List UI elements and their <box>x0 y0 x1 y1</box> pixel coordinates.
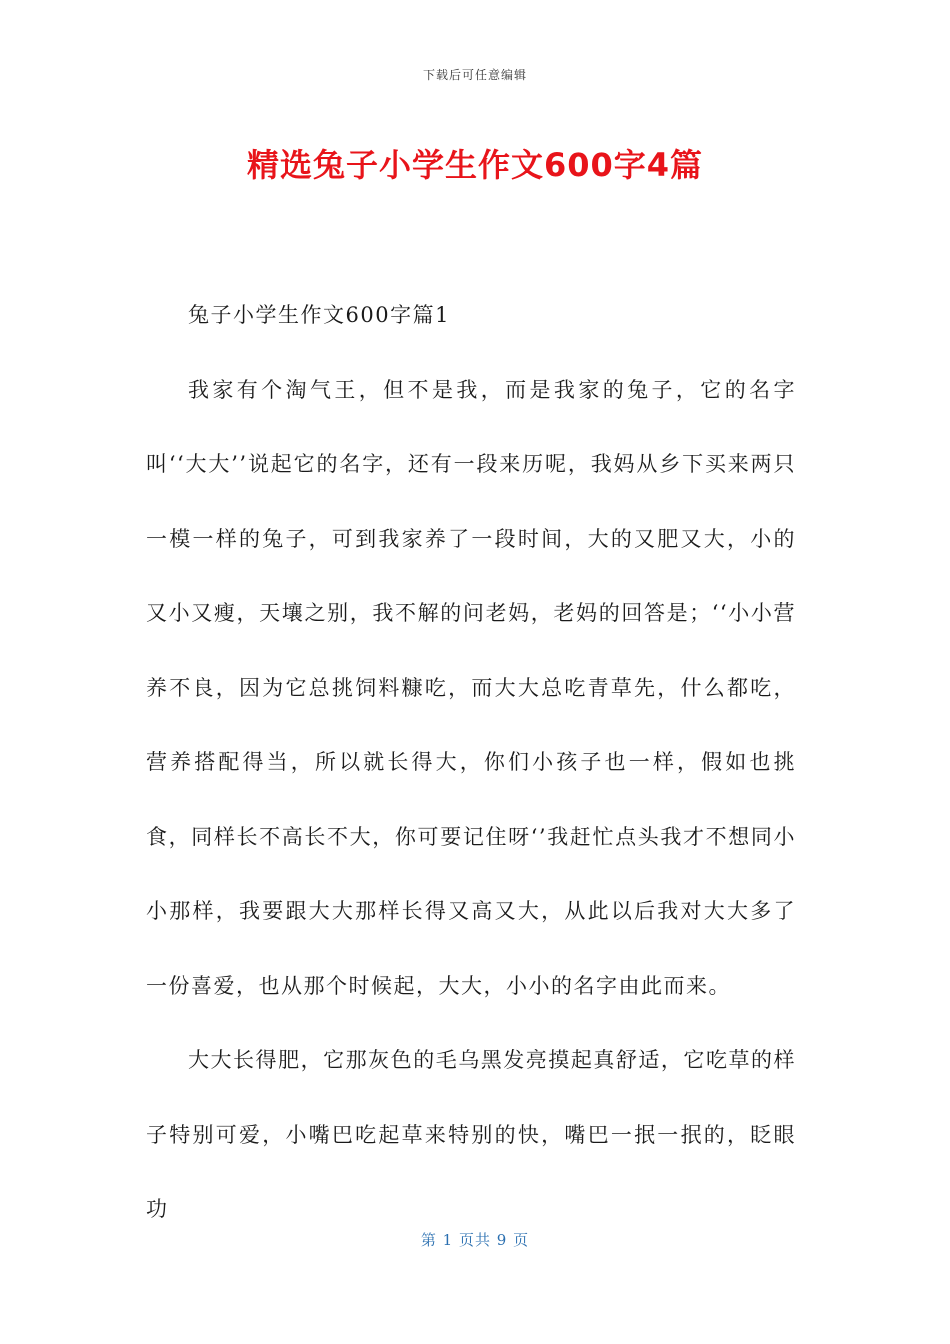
paragraph: 我家有个淘气王，但不是我，而是我家的兔子，它的名字叫‘‘大大’’说起它的名字，还有一段来历呢，我妈从乡下买来两只一模一样的兔子，可到我家养了一段时间，大的又肥又大，小的又小又瘦，天壤之别，我不解的问老妈，老妈的回答是；‘‘小小营养不良，因为它总挑饲料糠吃，而大大总吃青草先，什么都吃，营养搭配得当，所以就长得大，你们小孩子也一样，假如也挑食，同样长不高长不大，你可要记住呀‘’我赶忙点头我才不想同小小那样，我要跟大大那样长得又高又大，从此以后我对大大多了一份喜爱，也从那个时候起，大大，小小的名字由此而来。 <box>146 377 796 998</box>
section-heading: 兔子小学生作文600字篇1 <box>188 303 450 327</box>
document-title: 精选兔子小学生作文600字4篇 <box>246 146 704 184</box>
page-footer: 第 1 页共 9 页 <box>420 1231 530 1249</box>
paragraph: 大大长得肥，它那灰色的毛乌黑发亮摸起真舒适，它吃草的样子特别可爱，小嘴巴吃起草来特别的快，嘴巴一抿一抿的，眨眼功 <box>146 1048 796 1221</box>
document-body <box>146 278 796 1247</box>
header-note: 下载后可任意编辑 <box>422 68 527 82</box>
